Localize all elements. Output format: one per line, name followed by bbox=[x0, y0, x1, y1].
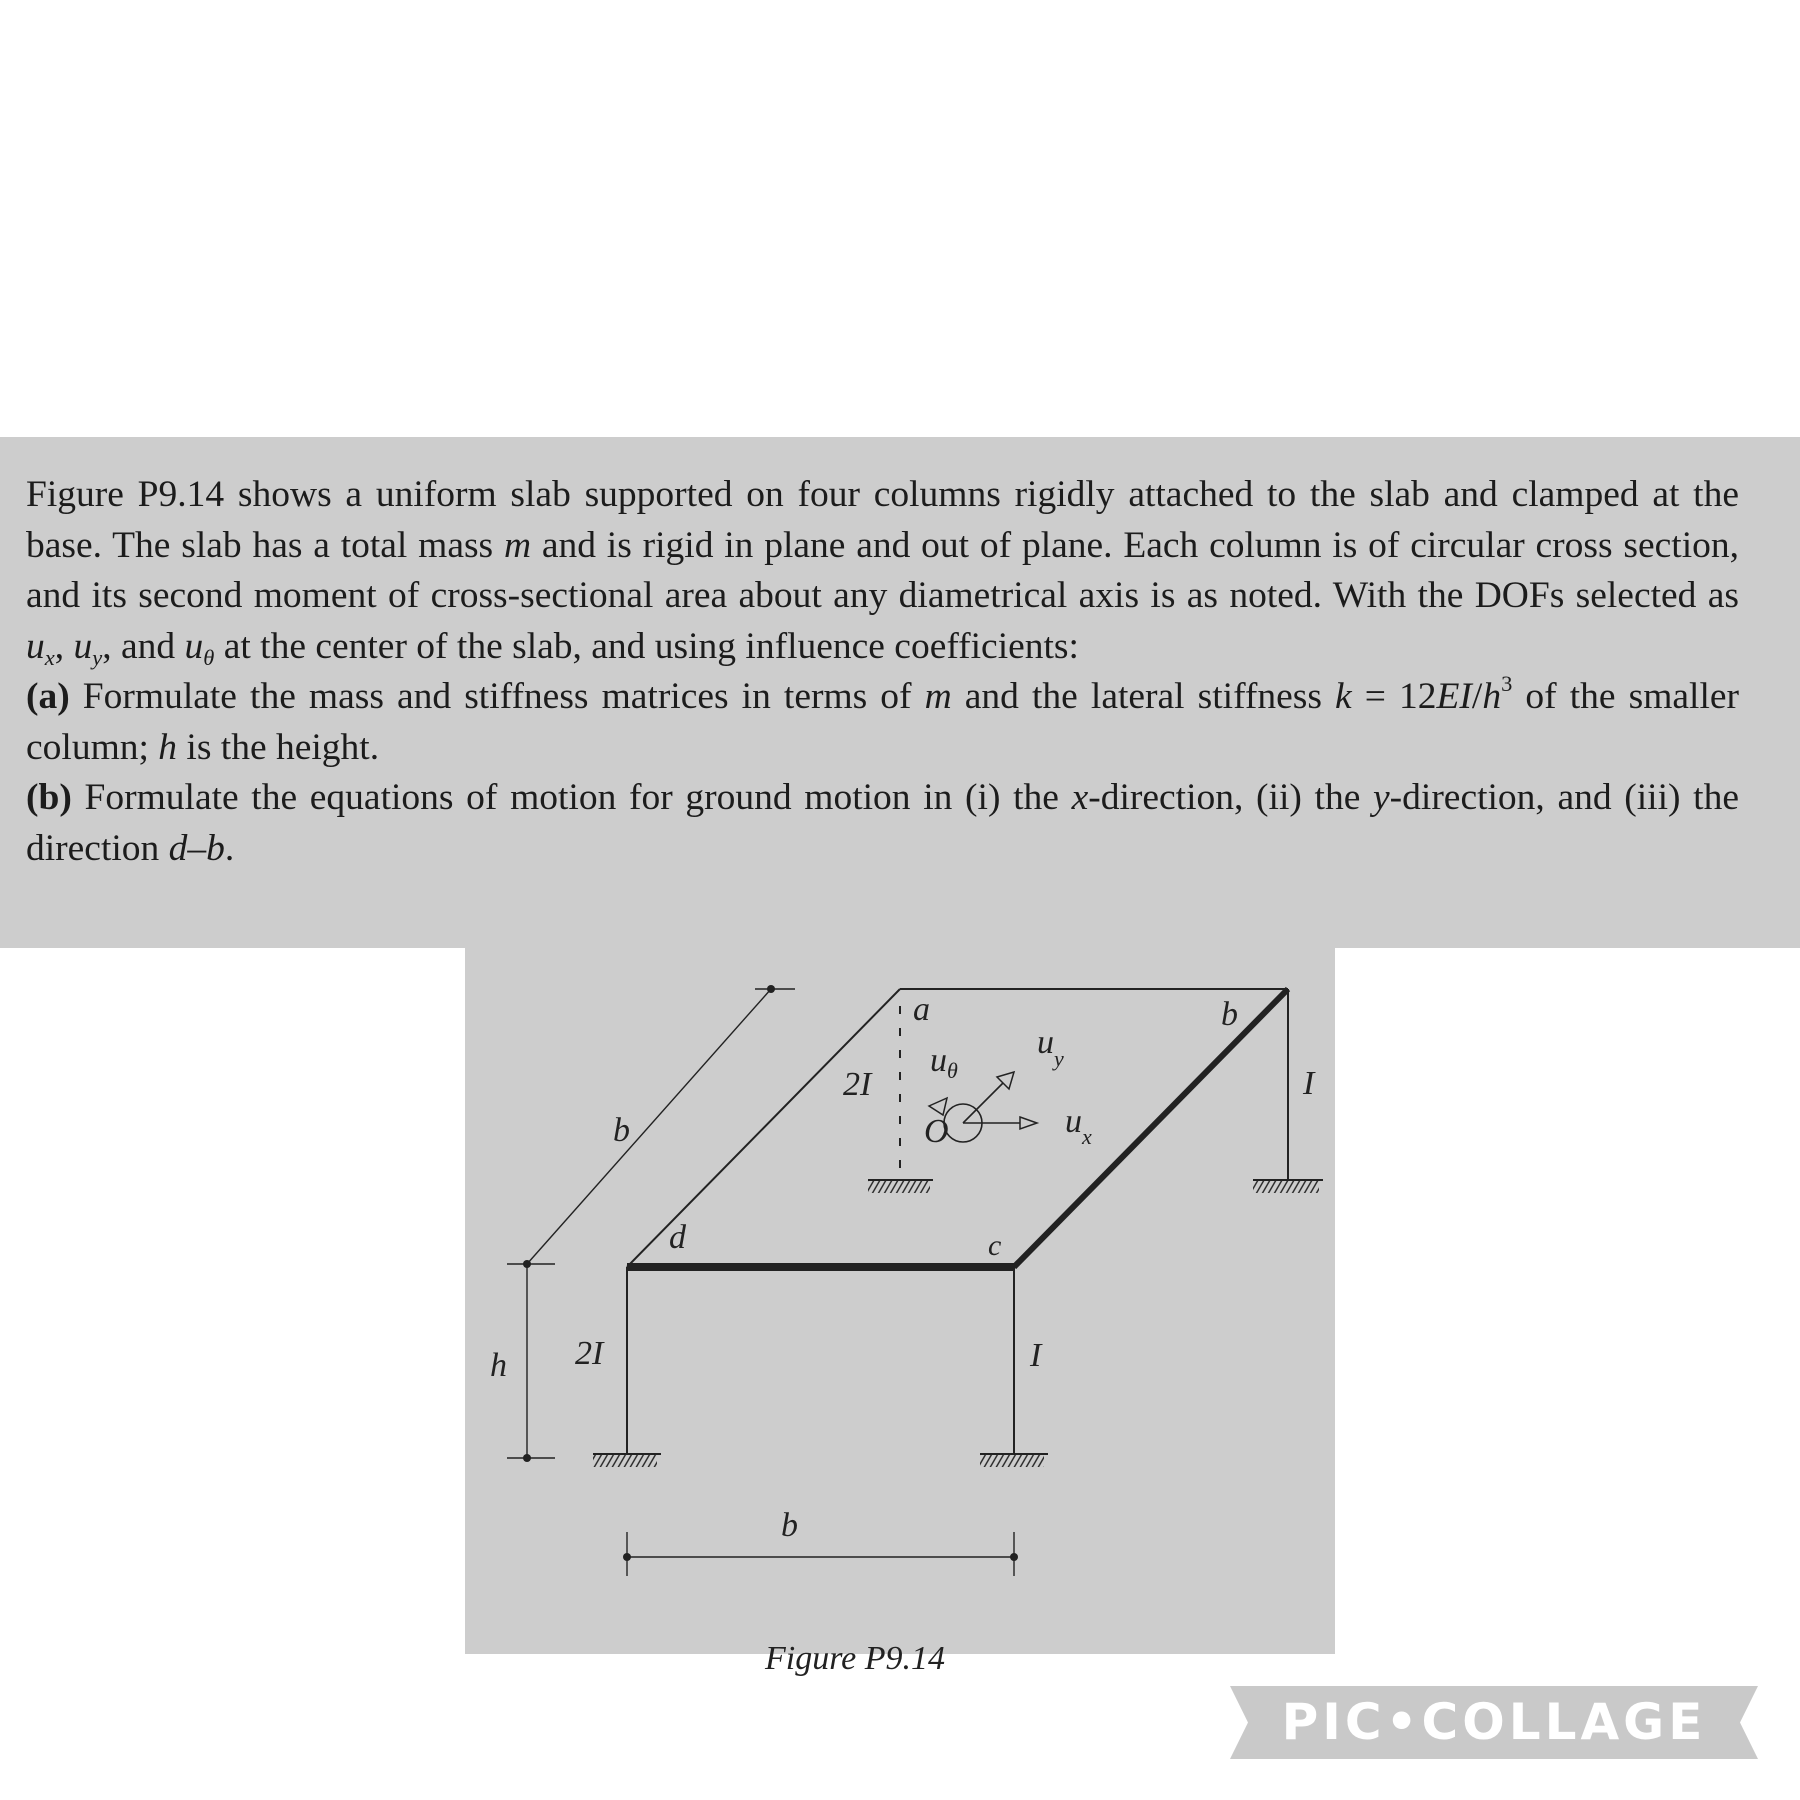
stiffness-exponent: 3 bbox=[1501, 671, 1513, 697]
back-left-base-hatch bbox=[868, 1181, 930, 1193]
dim-h-dot-bottom bbox=[523, 1454, 531, 1462]
part-a-paragraph bbox=[26, 672, 1739, 773]
flexural-rigidity-symbol: EI bbox=[1436, 676, 1472, 717]
stiffness-slash: / bbox=[1471, 676, 1483, 717]
label-b-left: b bbox=[613, 1112, 630, 1149]
label-d: d bbox=[669, 1219, 686, 1256]
intro-text-3: at the center of the slab, and using influence coefficients: bbox=[214, 625, 1079, 667]
problem-statement bbox=[26, 470, 1739, 874]
dim-b-bottom-dot-right bbox=[1010, 1553, 1018, 1561]
dof-utheta-symbol: u bbox=[184, 625, 204, 667]
pic-collage-watermark bbox=[1230, 1686, 1758, 1759]
watermark-text: PIC•COLLAGE bbox=[1281, 1693, 1707, 1751]
dof-uy-subscript: y bbox=[92, 644, 103, 670]
part-b-text-2: -direction, (ii) the bbox=[1088, 777, 1373, 818]
stiffness-equals: = 12 bbox=[1351, 676, 1437, 717]
figure-panel bbox=[465, 948, 1335, 1677]
intro-comma-1: , bbox=[54, 625, 74, 667]
part-a-text-2: and the lateral stiffness bbox=[951, 676, 1336, 717]
label-2i-back: 2I bbox=[843, 1066, 872, 1103]
problem-intro-paragraph bbox=[26, 470, 1739, 672]
label-h: h bbox=[490, 1347, 507, 1384]
x-direction-symbol: x bbox=[1071, 777, 1089, 818]
label-2i-front: 2I bbox=[575, 1335, 604, 1372]
dof-utheta-subscript: θ bbox=[203, 644, 215, 670]
slab-left-edge bbox=[627, 989, 900, 1267]
front-right-base-hatch bbox=[980, 1455, 1044, 1467]
dim-b-diagonal-dot-top bbox=[767, 985, 775, 993]
slab-frame-diagram bbox=[465, 948, 1335, 1677]
slab-right-edge bbox=[1014, 989, 1288, 1267]
u-y-arrow-shaft bbox=[963, 1083, 1003, 1123]
stiffness-symbol: k bbox=[1335, 676, 1352, 717]
direction-d-symbol: d bbox=[168, 827, 188, 869]
label-b-back: b bbox=[1221, 996, 1238, 1033]
part-a-text-4: is the height. bbox=[177, 726, 380, 768]
intro-text-2: and is rigid in plane and out of plane. Each column is of circular cross section, and its second moment of cross-sectional area about any diametrical axis is as noted. With the DOFs selected as bbox=[26, 524, 1739, 616]
label-b-bottom: b bbox=[781, 1507, 798, 1544]
part-b-text-3: -direction, and (iii) the direction bbox=[26, 777, 1739, 869]
label-u-y: $u_y$ bbox=[1037, 1024, 1064, 1071]
part-a-text-1: Formulate the mass and stiffness matrices in terms of bbox=[69, 676, 925, 717]
label-i-back: I bbox=[1303, 1065, 1315, 1102]
part-b-text-4: . bbox=[224, 827, 235, 869]
label-a: a bbox=[913, 991, 930, 1028]
dim-b-diagonal-line bbox=[527, 989, 771, 1264]
part-a-label: (a) bbox=[26, 676, 70, 717]
direction-b-symbol: b bbox=[206, 827, 225, 869]
label-o: O bbox=[924, 1113, 949, 1150]
u-x-arrowhead-icon bbox=[1020, 1117, 1037, 1129]
dof-ux-symbol: u bbox=[26, 625, 45, 667]
label-i-front: I bbox=[1030, 1337, 1042, 1374]
stiffness-height-symbol: h bbox=[1482, 676, 1502, 717]
label-u-x: $u_x$ bbox=[1065, 1103, 1092, 1149]
part-a-text-3: of the smaller column; bbox=[26, 676, 1739, 768]
dim-b-bottom-dot-left bbox=[623, 1553, 631, 1561]
part-b-label: (b) bbox=[26, 777, 72, 818]
part-a-mass-symbol: m bbox=[924, 676, 952, 717]
intro-comma-2: , and bbox=[102, 625, 185, 667]
figure-caption-partial: Figure P9.14 bbox=[765, 1640, 946, 1677]
mass-symbol: m bbox=[503, 524, 532, 566]
height-symbol: h bbox=[158, 726, 178, 768]
part-b-paragraph bbox=[26, 773, 1739, 874]
direction-dash: – bbox=[187, 827, 207, 869]
label-c: c bbox=[988, 1229, 1002, 1262]
back-right-base-hatch bbox=[1253, 1181, 1319, 1193]
front-left-base-hatch bbox=[593, 1455, 657, 1467]
part-b-text-1: Formulate the equations of motion for ground motion in (i) the bbox=[71, 777, 1072, 818]
dof-uy-symbol: u bbox=[73, 625, 93, 667]
y-direction-symbol: y bbox=[1373, 777, 1390, 818]
label-u-theta: $u_\theta$ bbox=[930, 1042, 958, 1083]
intro-text-1: Figure P9.14 shows a uniform slab supported on four columns rigidly attached to the slab and clamped at the base. The slab has a total mass bbox=[26, 474, 1739, 566]
dof-ux-subscript: x bbox=[44, 644, 55, 670]
dim-h-dot-top bbox=[523, 1260, 531, 1268]
